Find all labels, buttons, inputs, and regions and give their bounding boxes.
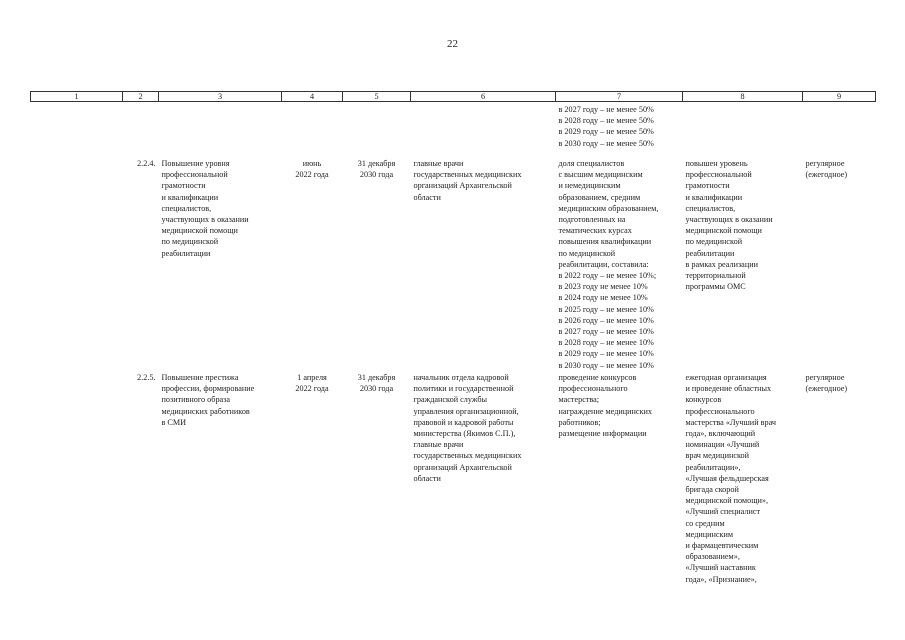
measure-name: Повышение престижа профессии, формирование позитивного образа медицинских работников в СМИ	[161, 373, 255, 427]
column-number: 4	[282, 92, 343, 102]
table-row	[31, 372, 876, 585]
table-header	[31, 92, 876, 102]
end-date: 31 декабря 2030 года	[357, 159, 396, 180]
expected-result: повышен уровень профессиональной грамотности и квалификации специалистов, участвующих в оказании медицинской помощи по медицинской реабилитации в рамках реализации территориальной программы ОМС	[685, 159, 773, 292]
frequency: регулярное (ежегодное)	[805, 373, 848, 394]
responsible-executor: начальник отдела кадровой политики и государственной гражданской службы управления организационной, правовой и кадровой работы министерства (Якимов С.П.), главные врачи государственных медицинских организаций Архангельской области	[413, 373, 522, 483]
indicator-cell: доля специалистов с высшим медицинским и немедицинским образованием, средним медицинским образованием, подготовленных на тематических курсах повышения квалификации по медицинской реабилитации, составила: в 2022 году – не менее 10%; в 2023 году не менее 10% в 2024 году не менее 10% в 2025 году – не менее 10% в 2026 году – не менее 10% в 2027 году – не менее 10% в 2028 году – не менее 10% в 2029 году – не менее 10% в 2030 году – не менее 10%	[558, 159, 659, 370]
end-date: 31 декабря 2030 года	[357, 373, 396, 394]
indicator-cell: в 2027 году – не менее 50% в 2028 году – не менее 50% в 2029 году – не менее 50% в 2030 году – не менее 50%	[558, 105, 654, 148]
continuation-row	[31, 102, 876, 159]
expected-result: ежегодная организация и проведение областных конкурсов профессионального мастерства «Лучший врач года», включающий номинации «Лучший врач медицинской реабилитации», «Лучшая фельдшерская бригада скорой медицинской помощи», «Лучший специалист со средним медицинским и фармацевтическим образованием», «Лучший наставник года», «Признание»,	[685, 373, 777, 584]
responsible-executor: главные врачи государственных медицинских организаций Архангельской области	[413, 159, 522, 202]
column-number-row	[31, 92, 876, 102]
column-number: 1	[31, 92, 123, 102]
column-number: 7	[556, 92, 683, 102]
start-date: 1 апреля 2022 года	[295, 373, 329, 394]
indicator-cell: проведение конкурсов профессионального мастерства; награждение медицинских работников; размещение информации	[558, 373, 652, 439]
column-number: 6	[411, 92, 556, 102]
start-date: июнь 2022 года	[295, 159, 329, 180]
column-number: 2	[123, 92, 159, 102]
item-number: 2.2.5.	[137, 373, 156, 382]
table-row	[31, 158, 876, 372]
frequency: регулярное (ежегодное)	[805, 159, 848, 180]
column-number: 8	[683, 92, 803, 102]
column-number: 3	[159, 92, 282, 102]
measure-name: Повышение уровня профессиональной грамотности и квалификации специалистов, участвующих в оказании медицинской помощи по медицинской реабилитации	[161, 159, 249, 258]
measures-table	[30, 91, 876, 585]
page-number: 22	[447, 38, 458, 50]
column-number: 9	[803, 92, 876, 102]
item-number: 2.2.4.	[137, 159, 156, 168]
column-number: 5	[343, 92, 411, 102]
